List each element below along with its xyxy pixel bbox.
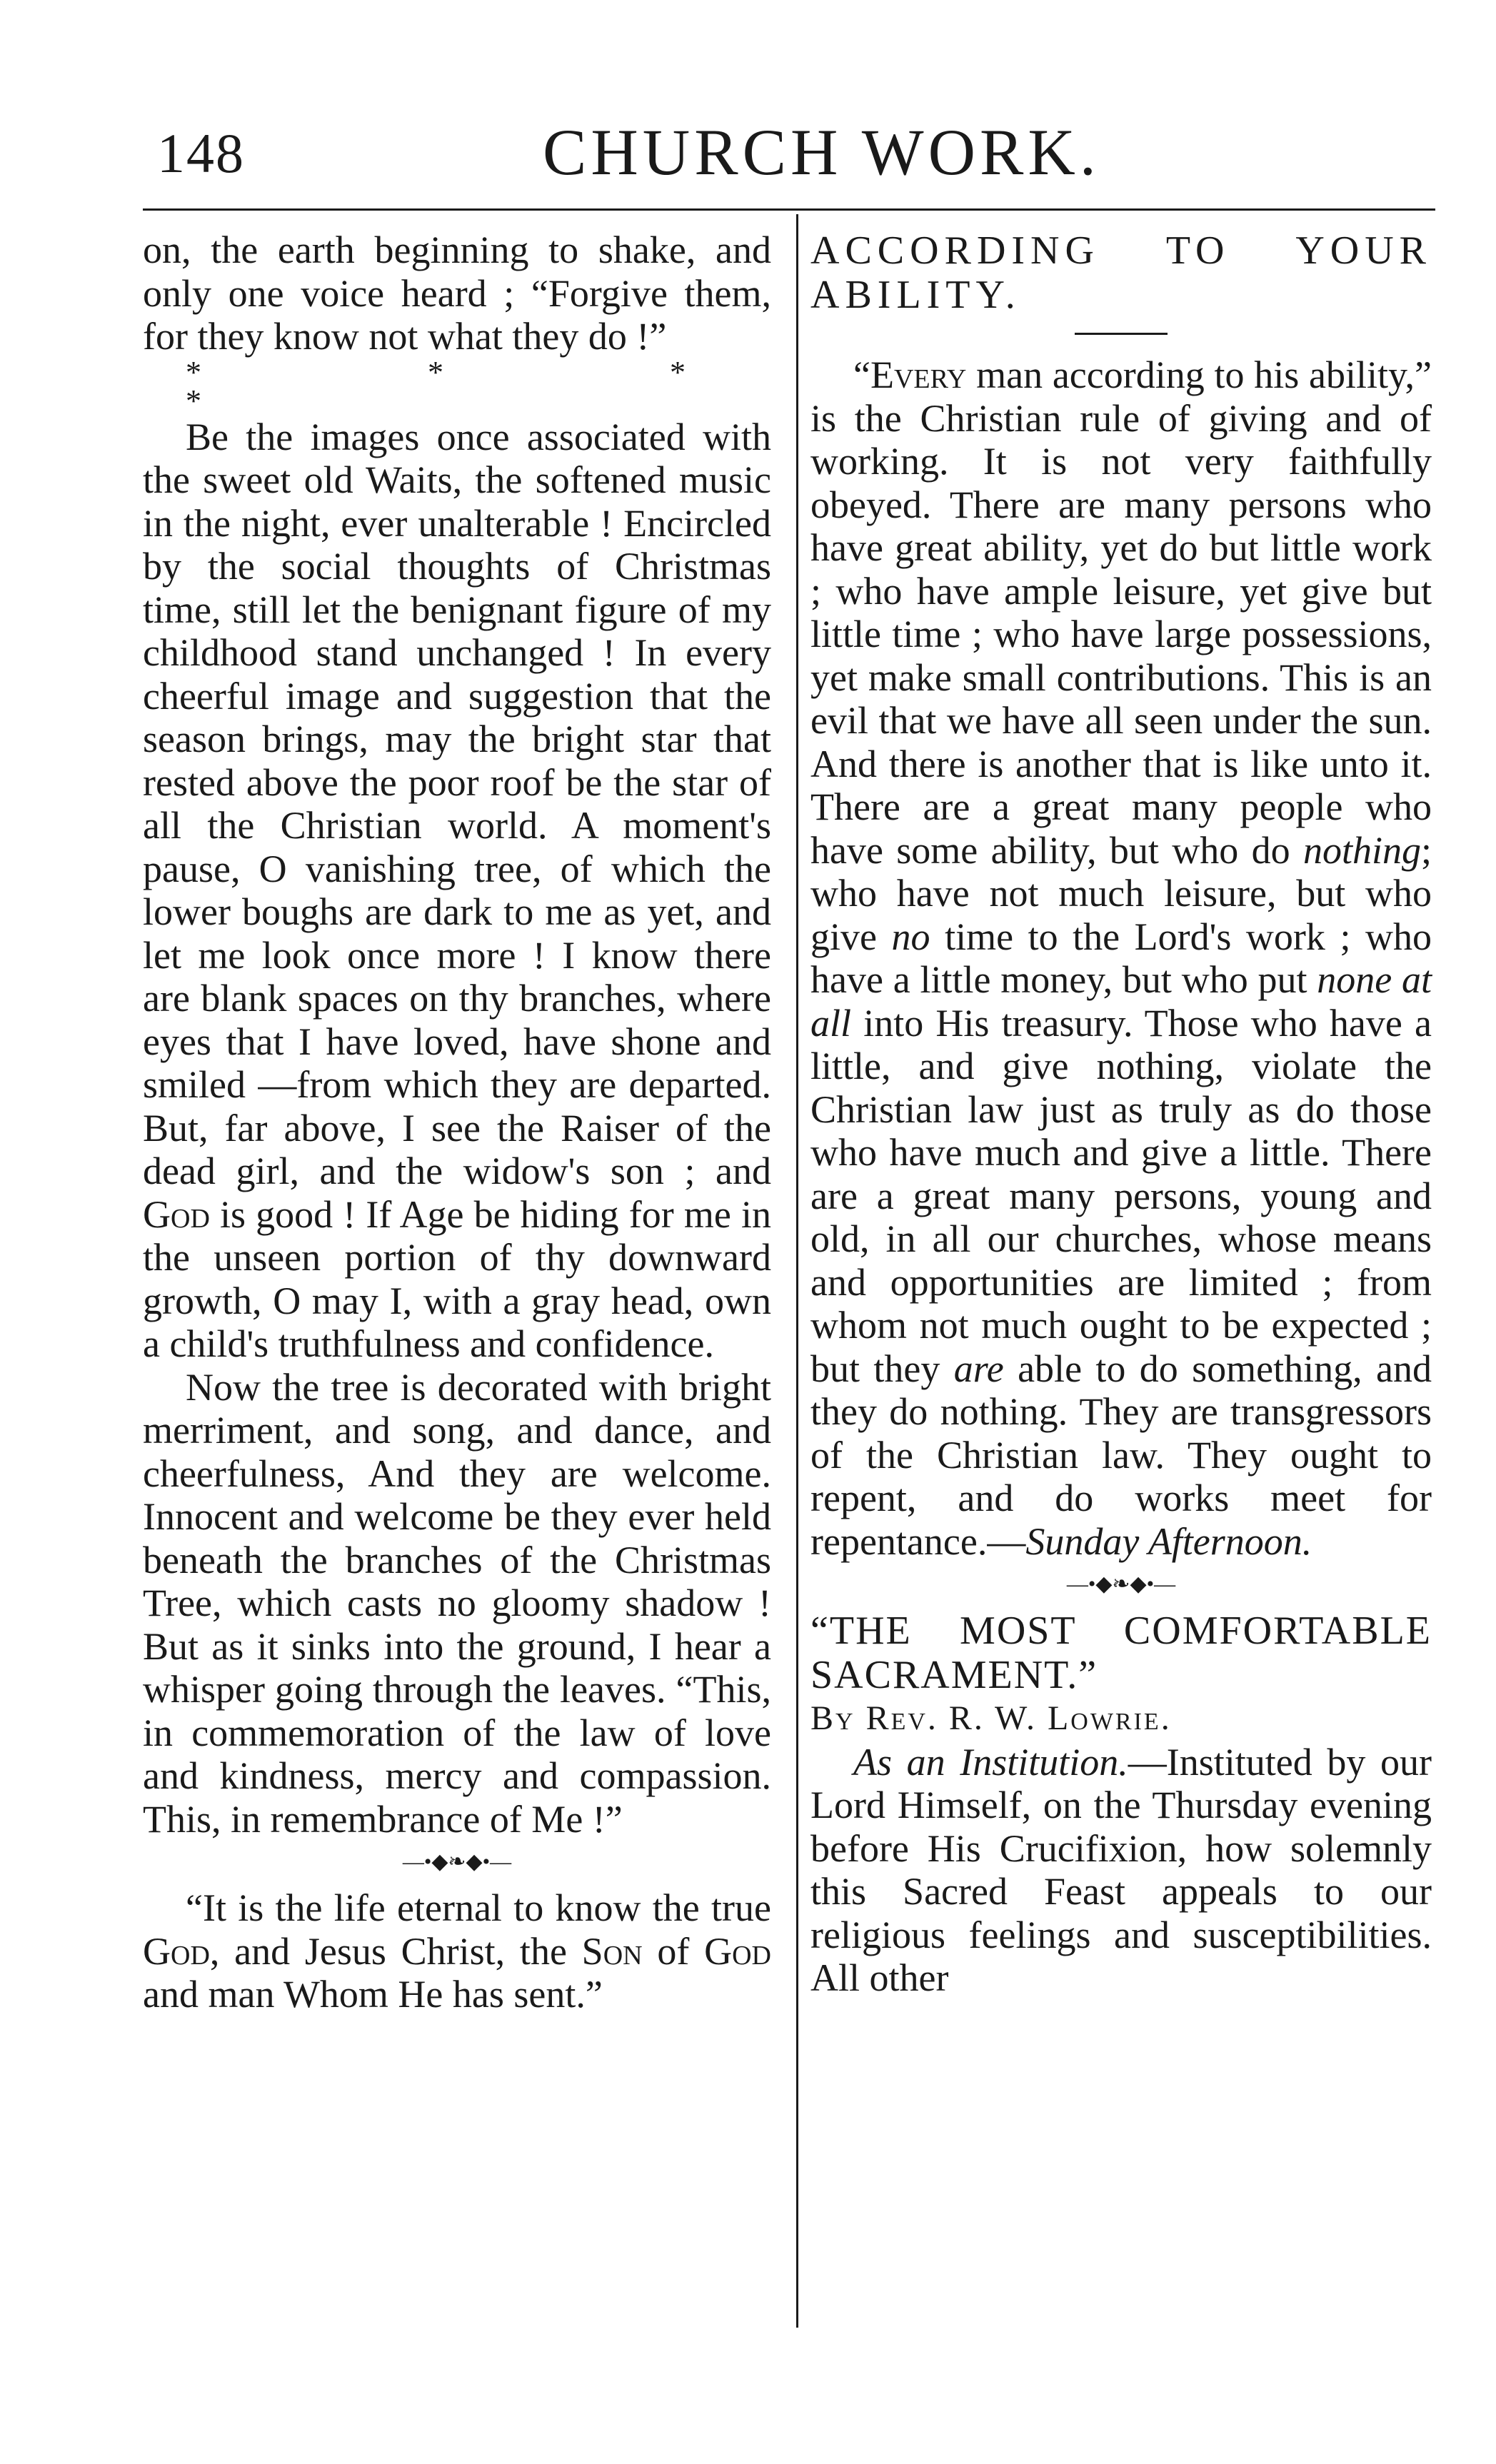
quote-text-d: and man Whom He has sent.” — [143, 1973, 603, 2016]
right-paragraph-1 — [810, 353, 1432, 1563]
quote-text-a: “It is the life eternal to know the true — [186, 1886, 771, 1929]
ornament-divider-icon: —•◆❧◆•— — [402, 1850, 512, 1874]
small-caps-son: Son — [581, 1929, 643, 1973]
quote-text-b: , and Jesus Christ, the — [209, 1929, 567, 1973]
right-paragraph-2-text: —Instituted by our Lord Himself, on the Thursday evening before His Crucifixion, how solemnly this Sacred Feast appeals to our religious feelings and susceptibilities. All other — [810, 1740, 1432, 1999]
italic-lead: As an Institution. — [853, 1740, 1128, 1784]
running-title: CHURCH WORK. — [543, 116, 1100, 188]
source-citation: Sunday Afternoon. — [1025, 1519, 1312, 1563]
right-paragraph-1-e: able to do something, and they do nothing. They are transgressors of the Christian law. They ought to repent, and do works meet for repentance.— — [810, 1347, 1432, 1563]
article-heading-sacrament: “THE MOST COMFORTABLE SACRAMENT.” — [810, 1609, 1432, 1697]
left-paragraph-2-text: Be the images once associated with the sweet old Waits, the softened music in the night, ever unalterable ! Encircled by the social thoughts of Christmas time, still let the benignant figure of my childhood stand unchanged ! In every cheerful image and suggestion that the season brings, may the bright star that rested above the poor roof be the star of all the Christian world. A moment's pause, O vanishing tree, of which the lower boughs are dark to me as yet, and let me look once more ! I know there are blank spaces on thy branches, where eyes that I have loved, have shone and smiled —from which they are departed. But, far above, I see the Raiser of the dead girl, and the widow's son ; and — [143, 415, 771, 1192]
opening-word: “Every — [853, 353, 967, 396]
italic-nothing: nothing — [1302, 828, 1421, 872]
right-paragraph-1-text: man according to his ability,” is the Christian rule of giving and of working. It is not very faithfully obeyed. There are many persons who have great ability, yet do but little work ; who have ample leisure, yet give but little time ; who have large possessions, yet make small contributions. This is an evil that we have all seen under the sun. And there is another that is like unto it. There are a great many people who have some ability, but who do — [810, 353, 1432, 872]
left-paragraph-3: Now the tree is decorated with bright merriment, and song, and dance, and cheerfulness, And they are welcome. Innocent and welcome be they ever held beneath the branches of the Christmas Tree, which casts no gloomy shadow ! But as it sinks into the ground, I hear a whisper going through the leaves. “This, in commemoration of the law of love and kindness, mercy and compassion. This, in remembrance of Me !” — [143, 1365, 771, 1841]
right-paragraph-1-d: into His treasury. Those who have a little, and give nothing, violate the Christian law just as truly as do those who have much and give a little. There are a great many persons, young and old, in all our churches, whose means and opportunities are limited ; from whom not much ought to be expected ; but they — [810, 1001, 1432, 1390]
ornament-divider-icon: —•◆❧◆•— — [1066, 1572, 1176, 1596]
right-paragraph-2 — [810, 1741, 1432, 2000]
article-heading-ability: ACCORDING TO YOUR ABILITY. — [810, 228, 1432, 317]
heading-rule — [1075, 333, 1168, 335]
column-divider — [796, 214, 798, 2328]
left-paragraph-1: on, the earth beginning to shake, and only one voice heard ; “Forgive them, for they know not what they do !” — [143, 228, 771, 358]
left-column — [143, 228, 771, 2016]
right-paragraph-1-b: ; who have not much leisure, but who give — [810, 828, 1432, 958]
header-rule — [143, 208, 1435, 211]
left-paragraph-2 — [143, 416, 771, 1366]
right-column — [810, 228, 1432, 2000]
section-stars: * * * * — [186, 354, 771, 418]
quote-text-c: of — [657, 1929, 690, 1973]
italic-are: are — [953, 1347, 1004, 1390]
right-paragraph-1-c: time to the Lord's work ; who have a little money, but who put — [810, 915, 1432, 1001]
italic-none-at-all: none at all — [810, 958, 1432, 1045]
italic-no: no — [891, 915, 930, 958]
left-paragraph-2-end: is good ! If Age be hiding for me in the unseen portion of thy downward growth, O may I, with a gray head, own a child's truthfulness and confidence. — [143, 1192, 771, 1365]
byline: By Rev. R. W. Lowrie. — [810, 1699, 1172, 1737]
page-number: 148 — [157, 122, 245, 184]
small-caps-god: God — [143, 1192, 210, 1236]
page-header — [157, 107, 1442, 193]
small-caps-god: God — [143, 1929, 210, 1973]
left-quote — [143, 1886, 771, 2016]
small-caps-god: God — [704, 1929, 771, 1973]
